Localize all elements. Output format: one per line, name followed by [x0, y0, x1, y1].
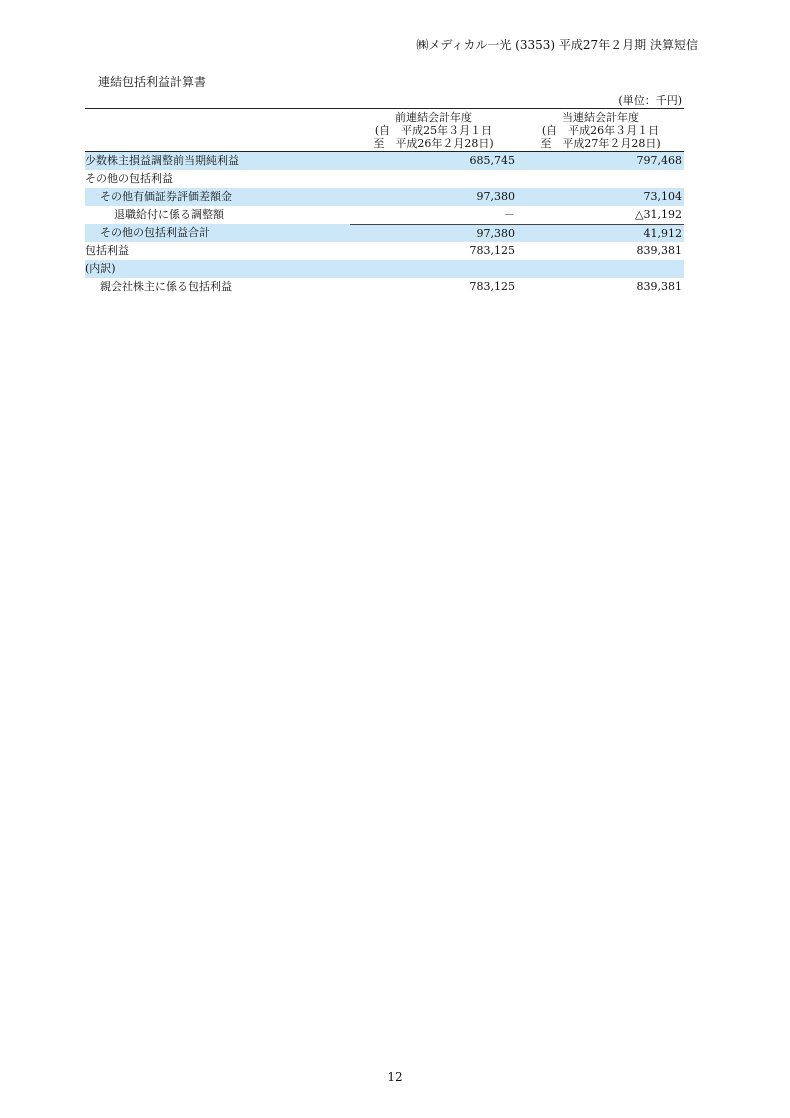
table-row [85, 224, 684, 242]
prev-value: 783,125 [469, 280, 515, 293]
prev-value: 783,125 [469, 244, 515, 257]
curr-value: 73,104 [643, 190, 682, 203]
comprehensive-income-table [85, 94, 684, 296]
table-row [85, 260, 684, 278]
curr-value: 839,381 [636, 244, 682, 257]
prev-value [350, 170, 517, 188]
prev-period-from: (自 平成25年３月１日 [374, 124, 493, 137]
prev-value: 97,380 [350, 224, 517, 242]
curr-value [517, 260, 684, 278]
prev-period-title: 前連結会計年度 [395, 111, 472, 124]
prev-value: 685,745 [469, 154, 515, 167]
curr-period-header [517, 109, 684, 151]
table-row [85, 278, 684, 296]
prev-value: － [504, 208, 515, 221]
curr-value: 797,468 [636, 154, 682, 167]
page-header: ㈱メディカル一光 (3353) 平成27年２月期 決算短信 [416, 38, 698, 52]
prev-value: 97,380 [476, 190, 515, 203]
table-row [85, 206, 684, 224]
row-label: 退職給付に係る調整額 [114, 208, 224, 221]
section-title: 連結包括利益計算書 [98, 75, 207, 89]
curr-value: 839,381 [636, 280, 682, 293]
row-label: (内訳) [85, 262, 116, 275]
table-row [85, 152, 684, 170]
curr-value [517, 170, 684, 188]
unit-label: (単位：千円) [618, 94, 682, 107]
row-label: 包括利益 [85, 244, 129, 257]
curr-value: 41,912 [517, 224, 684, 242]
prev-value [350, 260, 517, 278]
table-row [85, 170, 684, 188]
row-label: その他有価証券評価差額金 [100, 190, 232, 203]
curr-period-to: 至 平成27年２月28日) [540, 137, 661, 150]
row-label: その他の包括利益合計 [100, 226, 210, 239]
curr-value: △31,192 [635, 208, 682, 221]
table-row [85, 242, 684, 260]
row-label: 少数株主損益調整前当期純利益 [85, 154, 239, 167]
table-row [85, 188, 684, 206]
row-label: その他の包括利益 [85, 172, 173, 185]
page-number: 12 [387, 1070, 403, 1084]
curr-period-from: (自 平成26年３月１日 [541, 124, 660, 137]
row-label: 親会社株主に係る包括利益 [100, 280, 232, 293]
label-column-header [85, 109, 350, 151]
curr-period-title: 当連結会計年度 [562, 111, 639, 124]
column-header [85, 108, 684, 152]
prev-period-to: 至 平成26年２月28日) [373, 137, 494, 150]
prev-period-header [350, 109, 517, 151]
